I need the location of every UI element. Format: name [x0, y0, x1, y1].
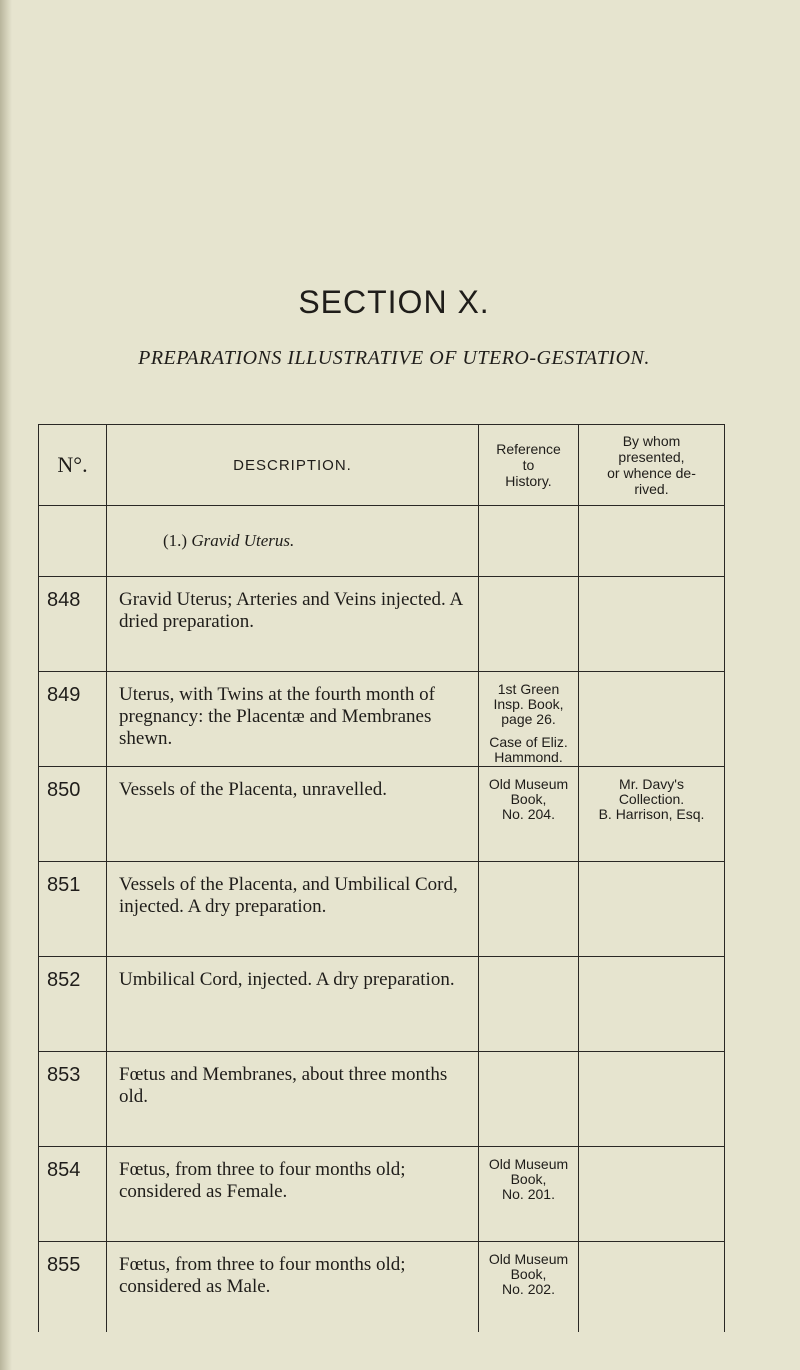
- entry-by-whom: [579, 1242, 725, 1333]
- header-number: N°.: [39, 425, 107, 506]
- entry-reference: [479, 1242, 579, 1333]
- group-by-whom-cell: [579, 506, 725, 577]
- header-reference-line: Reference: [496, 441, 561, 457]
- entry-description: Uterus, with Twins at the fourth month of pregnancy: the Placentæ and Membranes shewn.: [107, 672, 479, 767]
- table-row: [39, 672, 725, 767]
- entry-by-whom: [579, 1147, 725, 1242]
- header-by-whom-line: rived.: [634, 481, 669, 497]
- table-header-row: [39, 425, 725, 506]
- table-row: [39, 862, 725, 957]
- entry-by-whom-line: B. Harrison, Esq.: [598, 806, 705, 822]
- entry-by-whom: [579, 577, 725, 672]
- entry-reference: [479, 672, 579, 767]
- entry-description: Umbilical Cord, injected. A dry preparation.: [107, 957, 479, 1052]
- entry-by-whom: [579, 862, 725, 957]
- entry-description: Fœtus and Membranes, about three months old.: [107, 1052, 479, 1147]
- entry-number: 851: [39, 862, 107, 957]
- entry-number: 853: [39, 1052, 107, 1147]
- entry-description: Gravid Uterus; Arteries and Veins injected. A dried preparation.: [107, 577, 479, 672]
- entry-reference: [479, 1147, 579, 1242]
- entry-reference-line: Old Museum: [488, 776, 569, 792]
- entry-reference: [479, 862, 579, 957]
- header-description: DESCRIPTION.: [107, 425, 479, 506]
- entry-reference-line: No. 204.: [502, 806, 555, 822]
- entry-by-whom-line: Mr. Davy's: [619, 776, 684, 792]
- entry-reference-line: Book,: [510, 791, 547, 807]
- group-reference-cell: [479, 506, 579, 577]
- header-by-whom-line: or whence de-: [607, 465, 696, 481]
- entry-reference-line: 1st Green: [497, 681, 560, 697]
- entry-by-whom: [579, 1052, 725, 1147]
- entry-number: 852: [39, 957, 107, 1052]
- entry-number: 848: [39, 577, 107, 672]
- header-reference: [479, 425, 579, 506]
- entry-reference: [479, 1052, 579, 1147]
- table-row: [39, 1242, 725, 1333]
- book-page: [14, 0, 800, 1370]
- table-row: [39, 767, 725, 862]
- entry-reference-line: Old Museum: [488, 1156, 569, 1172]
- table-row: [39, 1052, 725, 1147]
- entry-by-whom: [579, 767, 725, 862]
- header-reference-line: to: [522, 457, 535, 473]
- group-number: (1.): [163, 531, 188, 550]
- group-heading-row: [39, 506, 725, 577]
- table-row: [39, 957, 725, 1052]
- entry-by-whom: [579, 672, 725, 767]
- entry-description: Vessels of the Placenta, and Umbilical Cord, injected. A dry preparation.: [107, 862, 479, 957]
- table-row: [39, 577, 725, 672]
- table-row: [39, 1147, 725, 1242]
- header-reference-line: History.: [505, 473, 552, 489]
- entry-number: 854: [39, 1147, 107, 1242]
- entry-reference-line: Insp. Book,: [493, 696, 564, 712]
- entry-reference-line: Book,: [510, 1266, 547, 1282]
- header-by-whom-line: By whom: [622, 433, 681, 449]
- entry-reference-line: Case of Eliz.: [489, 734, 568, 750]
- header-by-whom-line: presented,: [618, 449, 685, 465]
- entry-description: Fœtus, from three to four months old; considered as Female.: [107, 1147, 479, 1242]
- entry-reference: [479, 957, 579, 1052]
- entry-reference-line: No. 201.: [502, 1186, 555, 1202]
- entry-reference-line: No. 202.: [502, 1281, 555, 1297]
- entry-reference-line: Hammond.: [494, 749, 563, 765]
- group-number-cell: [39, 506, 107, 577]
- entry-reference: [479, 767, 579, 862]
- entry-reference: [479, 577, 579, 672]
- header-by-whom: [579, 425, 725, 506]
- entry-by-whom-line: Collection.: [618, 791, 685, 807]
- entry-description: Fœtus, from three to four months old; considered as Male.: [107, 1242, 479, 1333]
- section-title: SECTION X.: [298, 284, 490, 320]
- group-heading: [107, 506, 479, 577]
- entry-number: 855: [39, 1242, 107, 1333]
- entry-reference-line: page 26.: [501, 711, 556, 727]
- page-binding-edge: [0, 0, 12, 1370]
- entry-number: 850: [39, 767, 107, 862]
- group-title: Gravid Uterus.: [191, 531, 295, 550]
- entry-by-whom: [579, 957, 725, 1052]
- entry-reference-line: Book,: [510, 1171, 547, 1187]
- preparations-table: [38, 424, 725, 1332]
- entry-reference-line: Old Museum: [488, 1251, 569, 1267]
- entry-number: 849: [39, 672, 107, 767]
- section-subtitle: PREPARATIONS ILLUSTRATIVE OF UTERO-GESTATION.: [138, 347, 650, 369]
- entry-description: Vessels of the Placenta, unravelled.: [107, 767, 479, 862]
